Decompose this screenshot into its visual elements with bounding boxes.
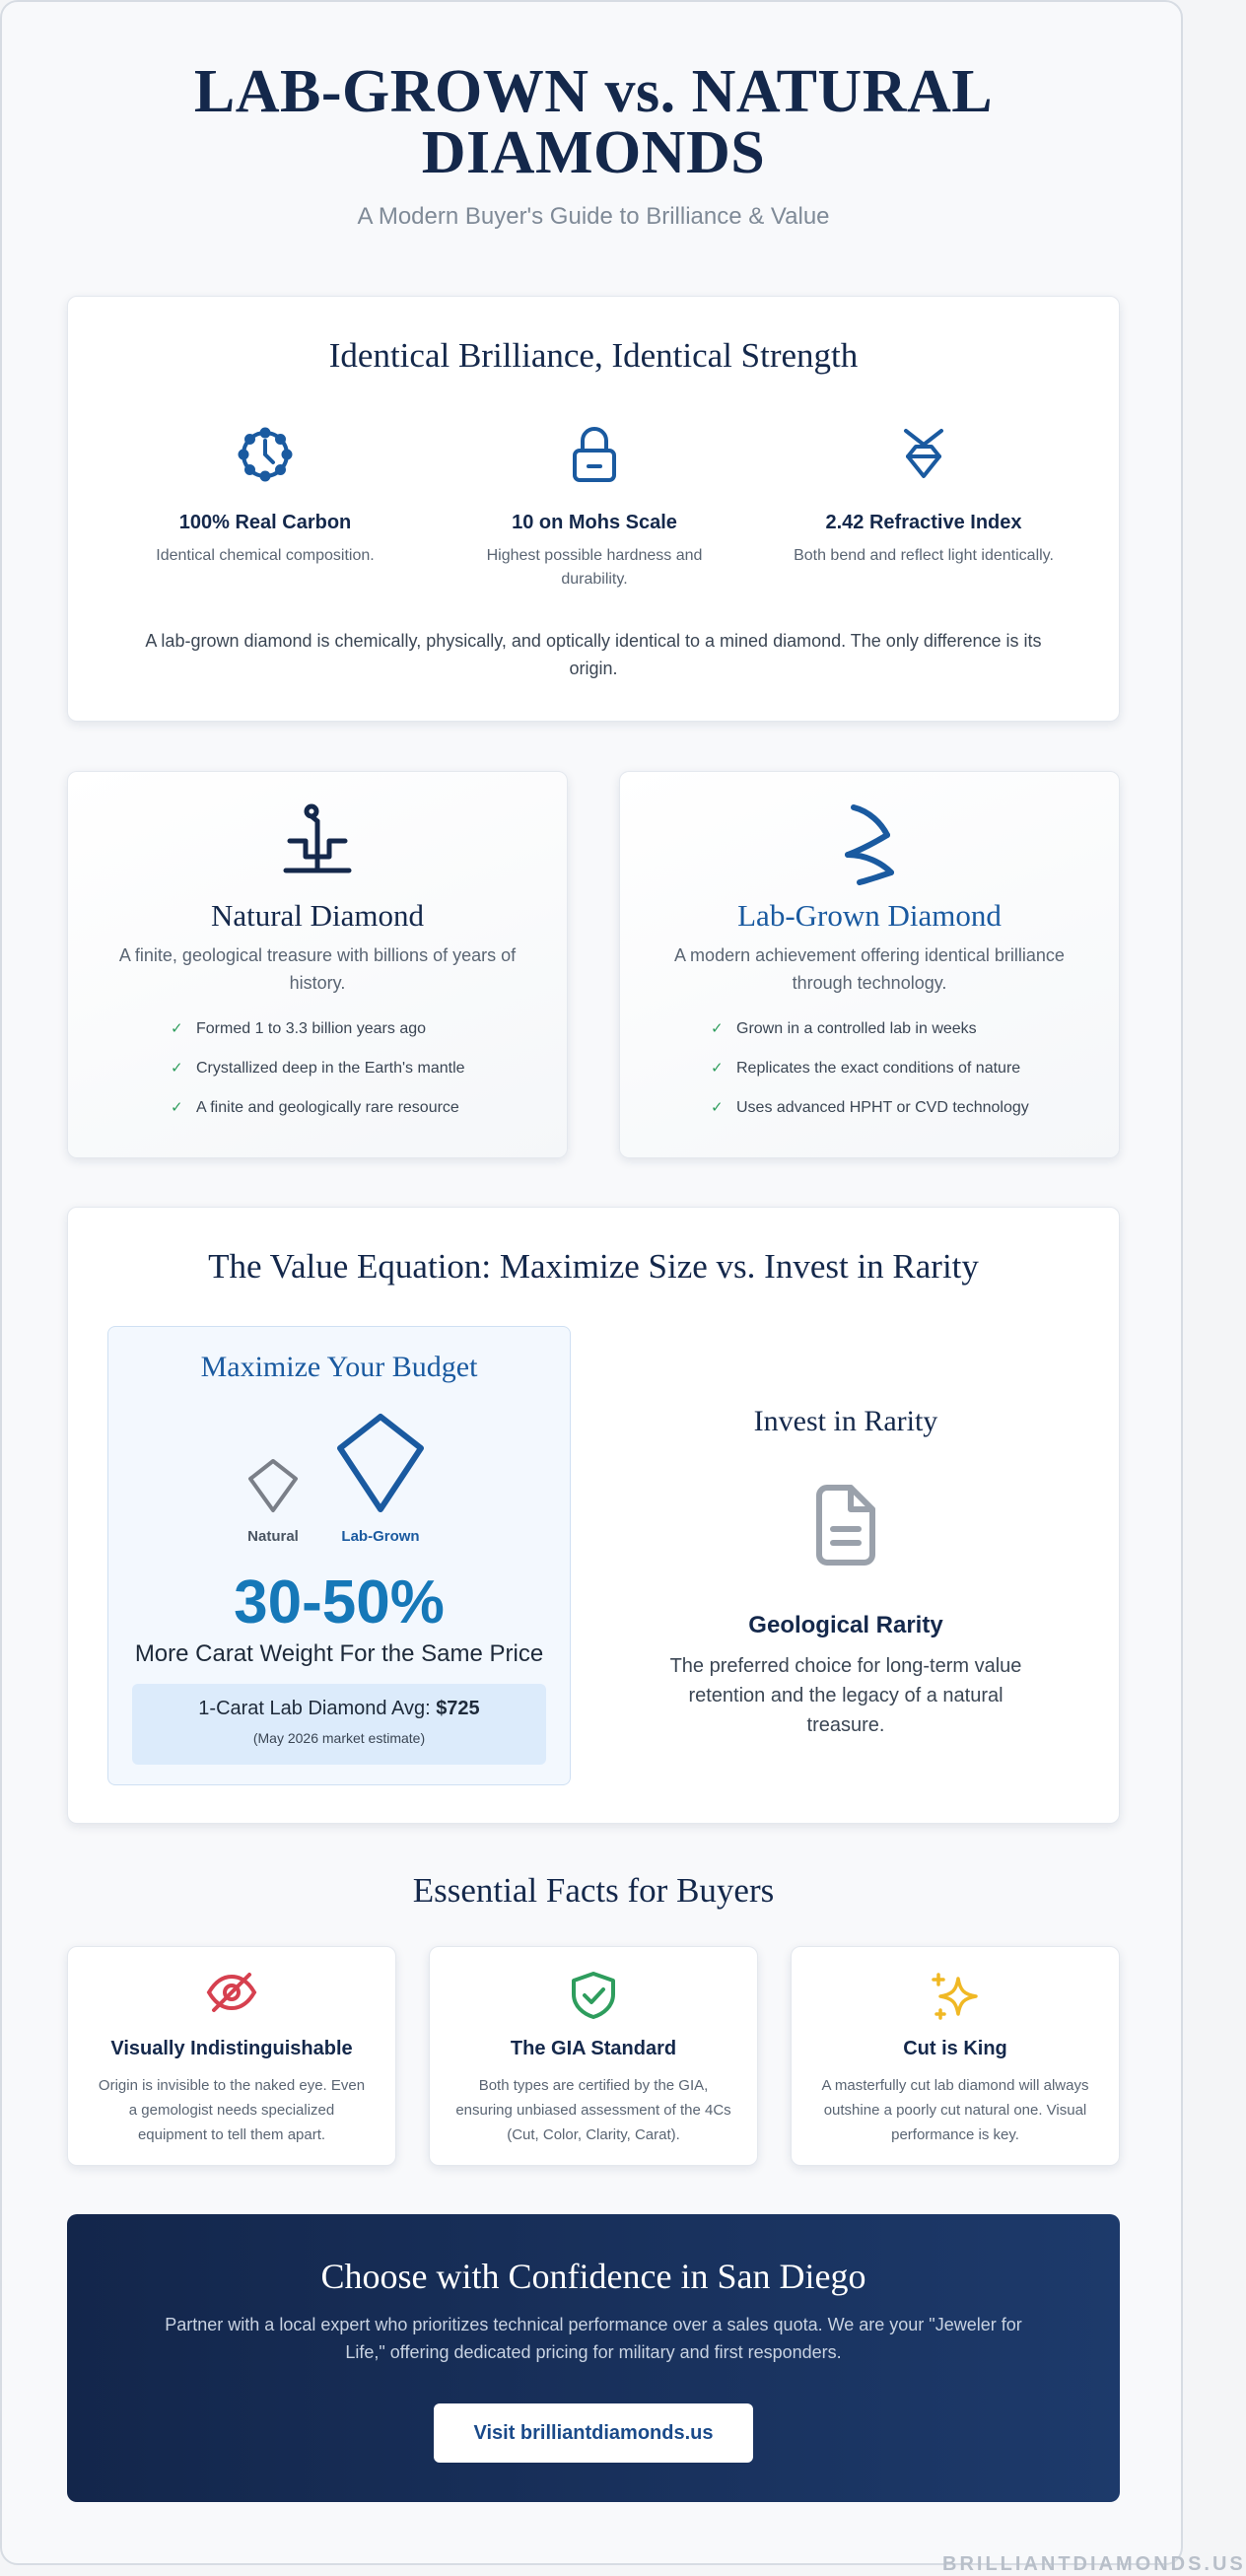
point-text: Formed 1 to 3.3 billion years ago xyxy=(196,1020,427,1037)
feature-desc: Highest possible hardness and durability. xyxy=(486,547,703,588)
list-item xyxy=(711,1097,1029,1137)
shield-check-icon xyxy=(430,1971,757,2020)
list-item xyxy=(711,1018,1029,1058)
page-subtitle: A Modern Buyer's Guide to Brilliance & Value xyxy=(357,203,830,230)
cta-desc: Partner with a local expert who prioritizes technical performance over a sales quota. We are your "Jeweler for Life," offering dedicated pricing for military and first responders. xyxy=(165,2315,1022,2362)
carbon-atom-icon xyxy=(98,423,433,486)
rarity-desc: The preferred choice for long-term value retention and the legacy of a natural treasure. xyxy=(669,1655,1022,1736)
feature-refractive-index xyxy=(756,423,1091,568)
check-icon: ✓ xyxy=(171,1060,183,1077)
lab-grown-diamond-card xyxy=(619,771,1120,1158)
point-text: Crystallized deep in the Earth's mantle xyxy=(196,1060,465,1077)
fact-card-cut-is-king xyxy=(791,1946,1120,2166)
diamond-prism-icon xyxy=(756,423,1091,486)
point-text: A finite and geologically rare resource xyxy=(196,1099,459,1116)
natural-label: Natural xyxy=(247,1528,299,1545)
fact-title: The GIA Standard xyxy=(510,2038,677,2059)
feature-title: 10 on Mohs Scale xyxy=(512,512,677,533)
price-value: $725 xyxy=(436,1698,480,1719)
fact-desc: Origin is invisible to the naked eye. Even a gemologist needs specialized equipment to tell them apart. xyxy=(98,2077,366,2143)
price-note: (May 2026 market estimate) xyxy=(252,1730,426,1746)
mining-rig-icon xyxy=(68,801,567,880)
lab-title: Lab-Grown Diamond xyxy=(737,898,1002,933)
rarity-heading: Geological Rarity xyxy=(748,1612,943,1638)
identical-heading: Identical Brilliance, Identical Strength xyxy=(328,336,859,375)
feature-title: 2.42 Refractive Index xyxy=(825,512,1022,533)
list-item xyxy=(171,1058,465,1097)
rarity-title: Invest in Rarity xyxy=(753,1405,938,1437)
feature-title: 100% Real Carbon xyxy=(178,512,352,533)
facts-heading: Essential Facts for Buyers xyxy=(412,1871,775,1910)
small-diamond-icon xyxy=(246,1457,300,1519)
check-icon: ✓ xyxy=(711,1060,724,1077)
eye-off-icon xyxy=(68,1971,395,2014)
point-text: Replicates the exact conditions of nature xyxy=(736,1060,1021,1077)
value-heading: The Value Equation: Maximize Size vs. Invest in Rarity xyxy=(208,1247,979,1286)
feature-desc: Both bend and reflect light identically. xyxy=(794,547,1054,564)
list-item xyxy=(711,1058,1029,1097)
fact-title: Cut is King xyxy=(903,2038,1007,2059)
fact-desc: A masterfully cut lab diamond will always outshine a poorly cut natural one. Visual performance is key. xyxy=(821,2077,1089,2143)
natural-diamond-card xyxy=(67,771,568,1158)
carat-percent: 30-50% xyxy=(234,1568,445,1636)
lock-icon xyxy=(427,423,762,486)
identical-note: A lab-grown diamond is chemically, physically, and optically identical to a mined diamond. The only difference is its origin. xyxy=(145,631,1042,678)
lab-desc: A modern achievement offering identical brilliance through technology. xyxy=(674,945,1065,993)
carat-percent-desc: More Carat Weight For the Same Price xyxy=(134,1640,544,1667)
fact-card-gia-standard xyxy=(429,1946,758,2166)
fact-title: Visually Indistinguishable xyxy=(110,2038,353,2059)
invest-rarity-panel xyxy=(610,1326,1081,1785)
document-icon xyxy=(610,1484,1081,1568)
fact-desc: Both types are certified by the GIA, ensuring unbiased assessment of the 4Cs (Cut, Color, Clarity, Carat). xyxy=(455,2077,731,2143)
visit-website-button[interactable]: Visit brilliantdiamonds.us xyxy=(434,2403,753,2463)
price-line xyxy=(132,1698,546,1720)
lab-process-icon xyxy=(620,801,1119,880)
maximize-budget-panel xyxy=(107,1326,571,1785)
lab-grown-label: Lab-Grown xyxy=(341,1528,420,1545)
natural-points xyxy=(171,1018,465,1137)
cta-banner xyxy=(67,2214,1120,2502)
price-label: 1-Carat Lab Diamond Avg: xyxy=(198,1698,437,1719)
page-title xyxy=(2,58,1185,186)
price-box xyxy=(132,1684,546,1765)
feature-mohs-scale xyxy=(427,423,762,592)
feature-desc: Identical chemical composition. xyxy=(156,547,375,564)
footer-watermark: BRILLIANTDIAMONDS.US xyxy=(942,2553,1246,2575)
identical-section xyxy=(67,296,1120,722)
sparkle-icon xyxy=(792,1971,1119,2022)
large-diamond-icon xyxy=(335,1412,426,1519)
cta-title: Choose with Confidence in San Diego xyxy=(320,2257,866,2296)
check-icon: ✓ xyxy=(171,1099,183,1116)
page-title-line-1: LAB-GROWN vs. NATURAL xyxy=(193,58,994,125)
list-item xyxy=(171,1097,465,1137)
natural-desc: A finite, geological treasure with billions of years of history. xyxy=(118,945,517,993)
feature-real-carbon xyxy=(98,423,433,568)
point-text: Uses advanced HPHT or CVD technology xyxy=(736,1099,1029,1116)
lab-points xyxy=(711,1018,1029,1137)
value-equation-section xyxy=(67,1207,1120,1824)
budget-title: Maximize Your Budget xyxy=(200,1351,478,1383)
fact-card-indistinguishable xyxy=(67,1946,396,2166)
check-icon: ✓ xyxy=(711,1099,724,1116)
point-text: Grown in a controlled lab in weeks xyxy=(736,1020,977,1037)
natural-title: Natural Diamond xyxy=(210,898,425,933)
page-title-line-2: DIAMONDS xyxy=(421,119,766,186)
check-icon: ✓ xyxy=(711,1020,724,1037)
list-item xyxy=(171,1018,465,1058)
check-icon: ✓ xyxy=(171,1020,183,1037)
